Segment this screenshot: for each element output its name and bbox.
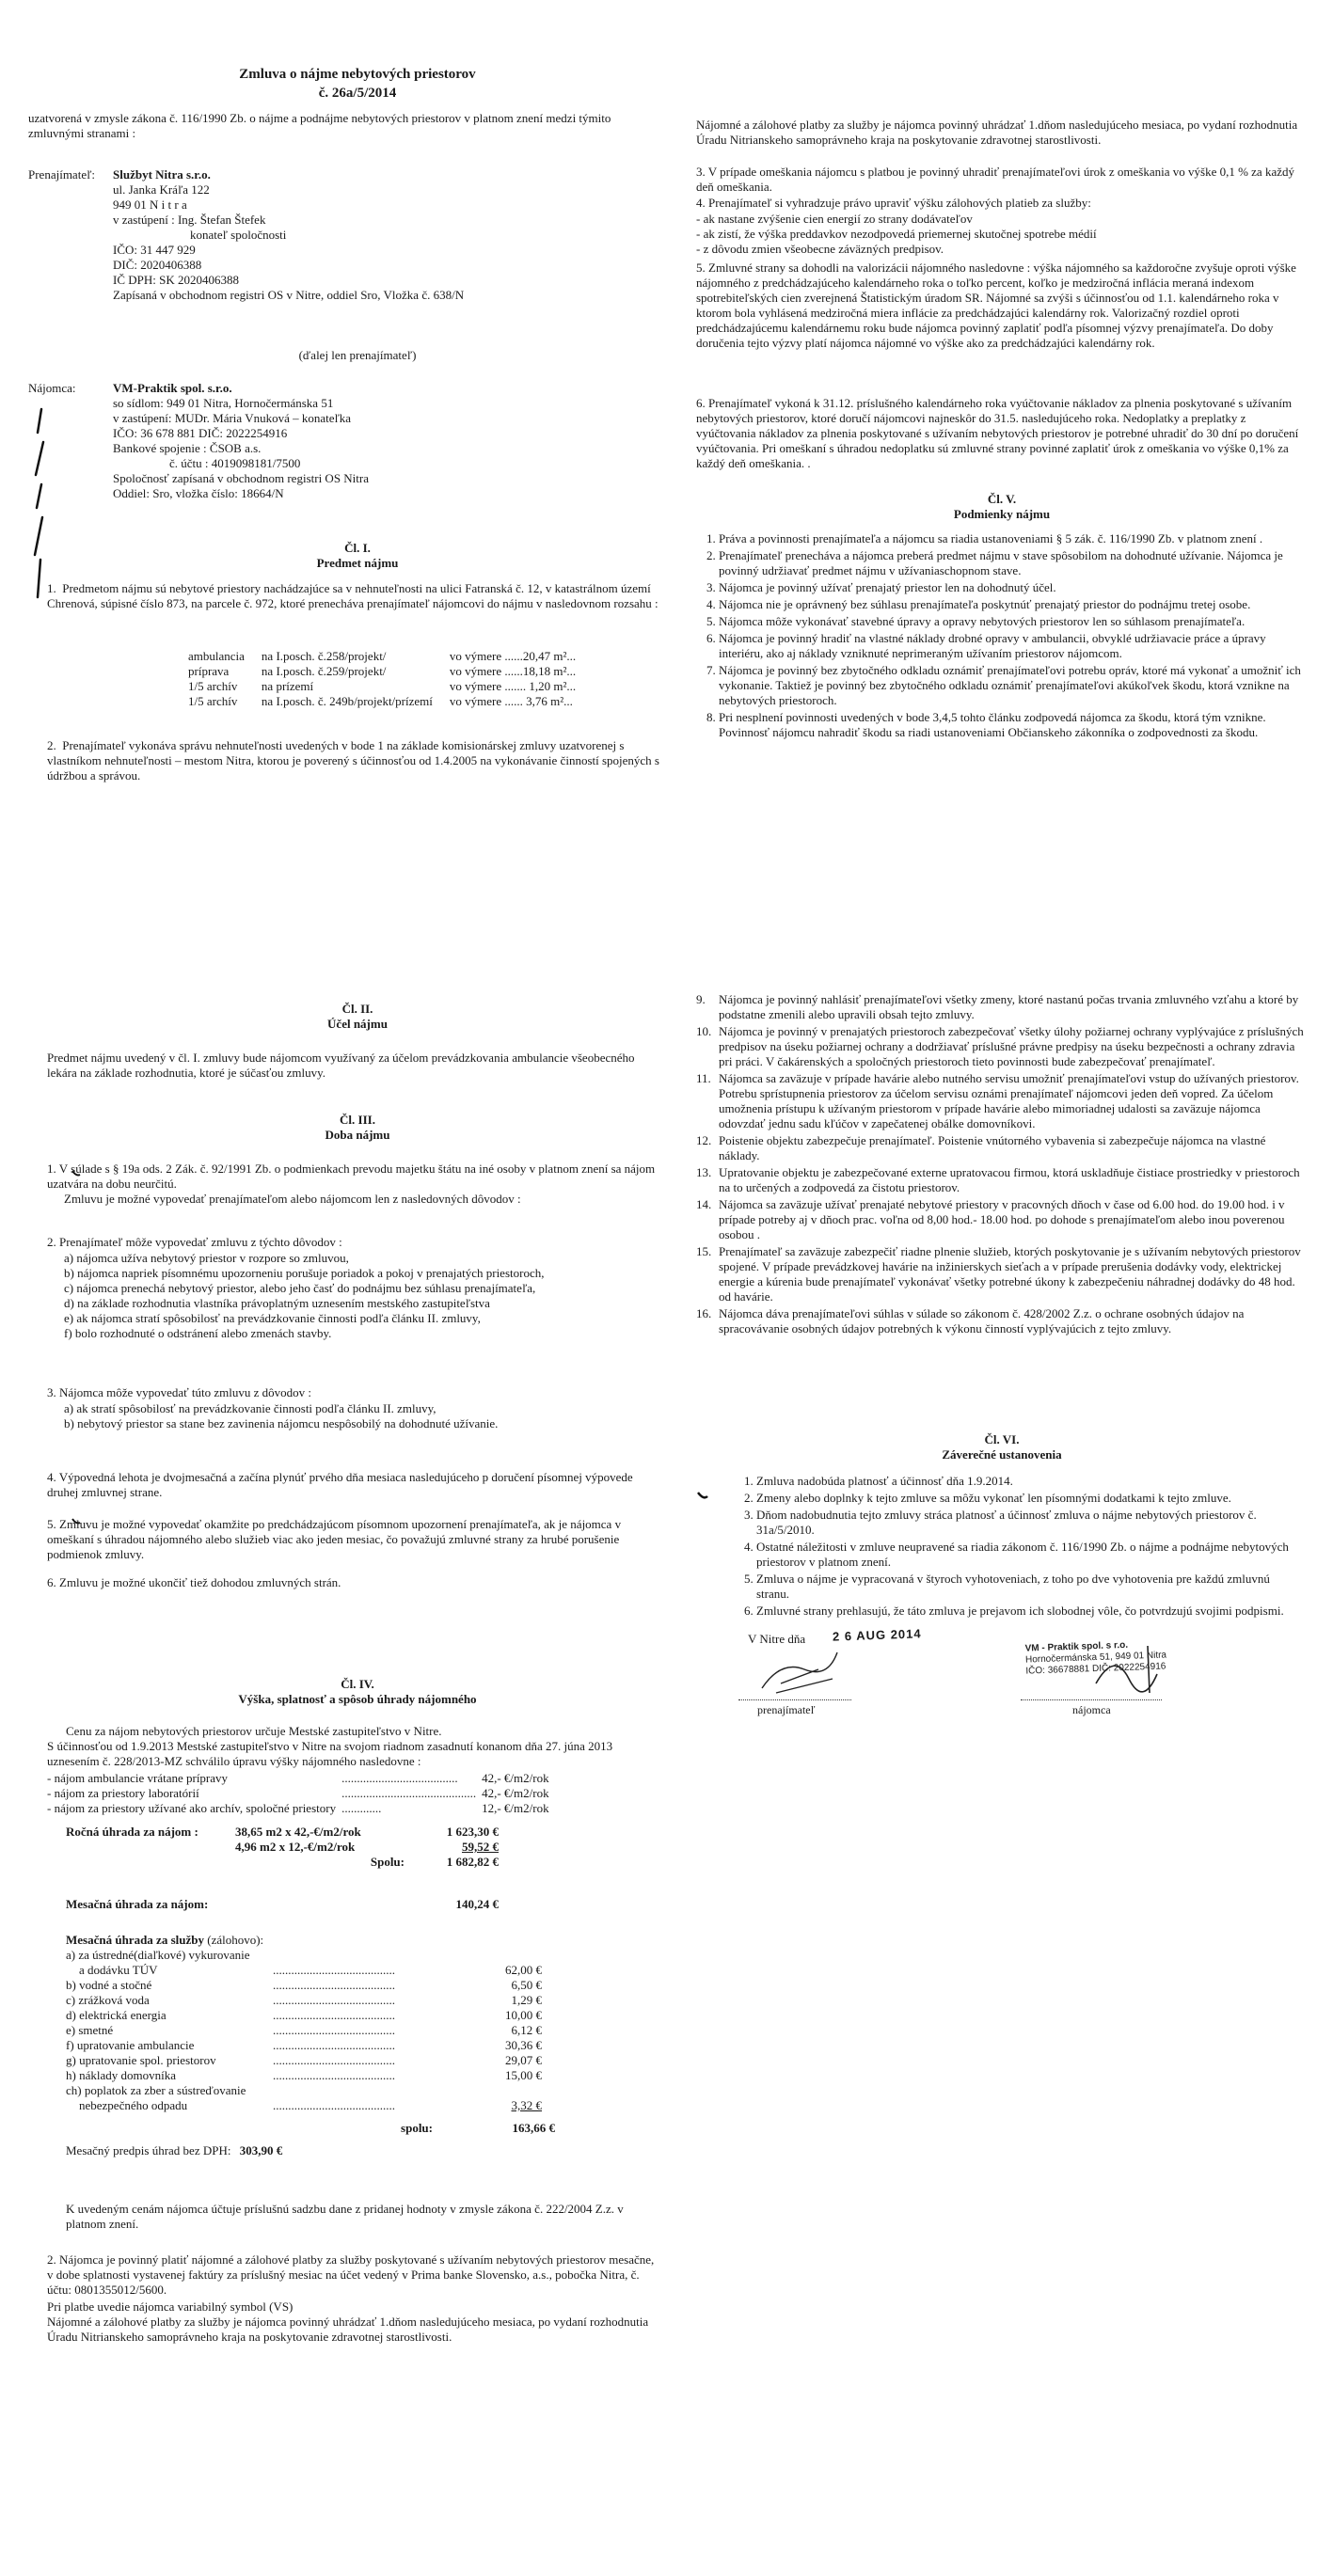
vat-note: K uvedeným cenám nájomca účtuje príslušnú sadzbu dane z pridanej hodnoty v zmysle zákona č. 222/2004 Z.z. v platnom znení. (66, 2202, 624, 2231)
annual-value-1: 1 623,30 € (446, 1825, 499, 1839)
service-label: c) zrážková voda (66, 1993, 150, 2007)
service-row (66, 1948, 547, 1963)
services-heading (66, 1933, 263, 1948)
service-row (66, 2053, 547, 2068)
service-value (485, 2083, 547, 2098)
room-area: vo výmere ...... 3,76 m²... (449, 694, 573, 708)
art6-item: 6. Zmluvné strany prehlasujú, že táto zmluva je prejavom ich slobodnej vôle, čo potvrdzujú svojimi podpismi. (756, 1604, 1298, 1619)
art3-p6: 6. Zmluvu je možné ukončiť tiež dohodou zmluvných strán. (47, 1575, 341, 1589)
art3-subtitle: Doba nájmu (325, 1128, 390, 1142)
room-name: ambulancia (188, 649, 245, 663)
art1-subtitle: Predmet nájmu (316, 556, 399, 570)
service-row (66, 2023, 547, 2038)
service-row (66, 1993, 547, 2008)
art4-subtitle: Výška, splatnosť a spôsob úhrady nájomného (238, 1692, 477, 1706)
service-value: 6,12 € (511, 2023, 542, 2037)
rate-dots: ...................................... (341, 1771, 458, 1785)
p4-item-text: Prenajímateľ sa zaväzuje zabezpečiť riadne plnenie služieb, ktorých poskytovanie je s užívaním nebytových priestorov spojené. V prípade prevádzkovej havárie na inžinierskych sieťach a v prípade prerušenia dodávky vody, elektrickej energie a kúrenia bude prenajímateľ vykonávať všetky potrebné úkony k zabezpečeniu náhradnej dodávky do 48 hod. od havárie. (719, 1244, 1301, 1304)
service-value: 3,32 € (511, 2098, 542, 2112)
p4-item-number: 12. (696, 1133, 712, 1147)
rooms-table (188, 649, 593, 709)
art3-p1: 1. V súlade s § 19a ods. 2 Zák. č. 92/1991 Zb. o podmienkach prevodu majetku štátu na iné osoby v platnom znení sa nájom uzatvára na dobu neurčitú. (47, 1162, 656, 1191)
p2-intro: Nájomné a zálohové platby za služby je nájomca povinný uhrádzať 1.dňom nasledujúceho mesiaca, po vydaní rozhodnutia Úradu Nitrianskeho samoprávneho kraja na poskytovanie zdravotnej starostlivosti. (696, 118, 1298, 147)
art5-item: 4. Nájomca nie je oprávnený bez súhlasu prenajímateľa poskytnúť prenajatý priestor do podnájmu tretej osobe. (719, 597, 1308, 612)
art5-item: 7. Nájomca je povinný bez zbytočného odkladu oznámiť prenajímateľovi potrebu opráv, ktoré má vykonať a umožniť ich vykonanie. Taktiež je povinný bez zbytočného odkladu oznámiť prenajímateľovi akúkoľvek škodu, ktorá vznikne na nebytových priestoroch. (719, 663, 1308, 708)
landlord-signature-label: prenajímateľ (757, 1703, 816, 1716)
art3-p2-list (64, 1251, 630, 1341)
item-number: 1. (47, 581, 63, 595)
page-1 (28, 66, 687, 969)
landlord-line: 949 01 N i t r a (113, 198, 187, 212)
item-number: 2. (47, 738, 63, 752)
p2-item-4: 4. Prenajímateľ si vyhradzuje právo upraviť výšku zálohových platieb za služby: (696, 196, 1091, 210)
art3-p2-item: b) nájomca napriek písomnému upozorneniu porušuje poriadok a pokoj v prenajatých priestoroch, (64, 1266, 545, 1280)
page-2 (696, 118, 1308, 964)
art4-item-2b: Pri platbe uvedie nájomca variabilný symbol (VS) (47, 2299, 294, 2314)
art3-p2-item: f) bolo rozhodnuté o odstránení alebo zmenách stavby. (64, 1326, 332, 1340)
monthly-value: 140,24 € (455, 1897, 499, 1911)
p4-item (696, 1071, 1308, 1131)
room-loc: na I.posch. č.259/projekt/ (261, 664, 387, 678)
art5-item: 6. Nájomca je povinný hradiť na vlastné náklady drobné opravy v ambulancii, obvyklé udržiavacie práce a úpravy interiéru, ako aj náklady vzniknuté neprimeraným užívaním priestorov nájomcom. (719, 631, 1308, 661)
service-label: a dodávku TÚV (79, 1963, 158, 1977)
art4-p2: S účinnosťou od 1.9.2013 Mestské zastupiteľstvo v Nitre na svojom riadnom zasadnutí konanom dňa 27. júna 2013 uznesením č. 228/2013-MZ schválilo úpravu výšky nájomného nasledovne : (47, 1739, 613, 1768)
item4-sub-line: - z dôvodu zmien všeobecne záväzných predpisov. (696, 242, 944, 256)
rate-row (47, 1771, 555, 1786)
art1-p1-text: Predmetom nájmu sú nebytové priestory nachádzajúce sa v nehnuteľnosti na ulici Fatranská č. 12, v katastrálnom území Chrenová, súpisné číslo 873, na parcele č. 972, ktoré prenecháva prenajímateľ nájomcovi do nájmu v nasledovnom rozsahu : (47, 581, 658, 610)
annual-total-label: Spolu: (370, 1855, 405, 1869)
service-label: e) smetné (66, 2023, 114, 2037)
rate-value: 42,- €/m2/rok (482, 1771, 549, 1785)
art1-paragraph-2 (47, 738, 668, 783)
tenant-signature-label: nájomca (1072, 1703, 1111, 1716)
annual-payment-block (66, 1825, 630, 1870)
tenant-line: IČO: 36 678 881 DIČ: 2022254916 (113, 426, 288, 440)
service-dots (273, 1948, 485, 1963)
landlord-line: ul. Janka Kráľa 122 (113, 182, 210, 197)
services-suffix: (zálohovo): (207, 1933, 264, 1947)
annual-label: Ročná úhrada za nájom : (66, 1825, 198, 1839)
room-area: vo výmere ....... 1,20 m²... (449, 679, 577, 693)
services-total-row (66, 2121, 593, 2136)
stamp-line: Hornočermánska 51, 949 01 Nitra (1024, 1650, 1167, 1666)
margin-tick-mark (71, 1517, 82, 1526)
art3-p3-item: a) ak stratí spôsobilosť na prevádzkovanie činnosti podľa článku II. zmluvy, (64, 1401, 436, 1415)
landlord-label: Prenajímateľ: (28, 167, 95, 182)
art4-p1: Cenu za nájom nebytových priestorov určuje Mestské zastupiteľstvo v Nitre. (66, 1724, 442, 1738)
art6-item: 4. Ostatné náležitosti v zmluve neupravené sa riadia zákonom č. 116/1990 Zb. o nájme a podnájme nebytových priestorov v platnom znení. (756, 1540, 1298, 1570)
service-value: 62,00 € (505, 1963, 542, 1977)
art3-p2-item: a) nájomca užíva nebytový priestor v rozpore so zmluvou, (64, 1251, 349, 1265)
service-dots: ........................................ (273, 2023, 395, 2037)
art6-subtitle: Záverečné ustanovenia (942, 1447, 1062, 1462)
p4-item (696, 1306, 1308, 1336)
tenant-line: Oddiel: Sro, vložka číslo: 18664/N (113, 486, 284, 500)
landlord-line: IČO: 31 447 929 (113, 243, 196, 257)
service-label: g) upratovanie spol. priestorov (66, 2053, 216, 2067)
service-label: h) náklady domovníka (66, 2068, 176, 2082)
p4-item-text: Poistenie objektu zabezpečuje prenajímateľ. Poistenie vnútorného vybavenia si zabezpečuje nájomca na vlastné náklady. (719, 1133, 1266, 1162)
monthly-label: Mesačná úhrada za nájom: (66, 1897, 209, 1911)
p4-item-number: 9. (696, 992, 706, 1006)
art4-title: Čl. IV. (341, 1677, 374, 1691)
tenant-signature (1091, 1641, 1176, 1698)
services-total-label: spolu: (401, 2121, 433, 2135)
service-value: 6,50 € (511, 1978, 542, 1992)
landlord-line: IČ DPH: SK 2020406388 (113, 273, 239, 287)
tenant-line: v zastúpení: MUDr. Mária Vnuková – konateľka (113, 411, 352, 425)
p4-item-text: Nájomca je povinný nahlásiť prenajímateľovi všetky zmeny, ktoré nastanú počas trvania zmluvného vzťahu a ktoré by podstatne zmenili alebo upravili obsah tejto zmluvy. (719, 992, 1299, 1021)
art5-item: 8. Pri nesplnení povinnosti uvedených v bode 3,4,5 tohto článku zodpovedá nájomca za škodu, ktorá tým vznikne. Povinnosť nájomcu nahradiť škodu sa riadi ustanoveniami Občianskeho zákonníka o zodpovednosti za škodu. (719, 710, 1308, 740)
room-loc: na I.posch. č.258/projekt/ (261, 649, 387, 663)
stamp-line: VM - Praktik spol. s r.o. (1024, 1639, 1129, 1654)
room-row (188, 679, 593, 694)
landlord-line: Zapísaná v obchodnom registri OS v Nitre, oddiel Sro, Vložka č. 638/N (113, 288, 465, 302)
monthly-total-label: Mesačný predpis úhrad bez DPH: (66, 2143, 231, 2157)
item4-sub-line: - ak zistí, že výška preddavkov nezodpovedá priemernej skutočnej spotrebe médií (696, 227, 1097, 241)
rate-row (47, 1786, 555, 1801)
page-4 (696, 992, 1308, 1839)
landlord-line: konateľ spoločnosti (190, 228, 287, 242)
art1-paragraph-1 (47, 581, 668, 611)
art3-p2: 2. Prenajímateľ môže vypovedať zmluvu z týchto dôvodov : (47, 1235, 342, 1249)
p4-item-number: 14. (696, 1197, 712, 1211)
art2-text: Predmet nájmu uvedený v čl. I. zmluvy bude nájomcom využívaný za účelom prevádzkovania ambulancie všeobecného lekára na základe rozhodnutia, ktoré je súčasťou zmluvy. (47, 1051, 635, 1080)
art5-item: 1. Práva a povinnosti prenajímateľa a nájomcu sa riadia ustanoveniami § 5 zák. č. 116/1990 Zb. v platnom znení . (719, 531, 1308, 546)
art4-item-2: 2. Nájomca je povinný platiť nájomné a zálohové platby za služby poskytované s užívaním nebytových priestorov mesačne, v dobe splatnosti vystavenej faktúry za príslušný mesiac na účet vedený v Prima banke Slovensko, a.s., pobočka Nitra, č. účtu: 0801355012/5600. (47, 2252, 655, 2297)
room-name: príprava (188, 664, 230, 678)
rates-table (47, 1771, 555, 1816)
item4-sub-line: - ak nastane zvýšenie cien energií zo strany dodávateľov (696, 212, 973, 226)
landlord-block (28, 167, 687, 303)
room-row (188, 649, 593, 664)
art3-p2-item: c) nájomca prenechá nebytový priestor, alebo jeho časť do podnájmu bez súhlasu prenajímateľa, (64, 1281, 536, 1295)
service-value: 30,36 € (505, 2038, 542, 2052)
service-value: 1,29 € (511, 1993, 542, 2007)
service-value (485, 1948, 547, 1963)
p2-item-3: 3. V prípade omeškania nájomcu s platbou je povinný uhradiť prenajímateľovi úrok z omeškania vo výške 0,1 % za každý deň omeškania. (696, 165, 1294, 194)
landlord-details (113, 167, 687, 303)
art5-subtitle: Podmienky nájmu (953, 507, 1051, 521)
rate-label: - nájom za priestory užívané ako archív, spoločné priestory (47, 1801, 337, 1815)
art5-item: 5. Nájomca môže vykonávať stavebné úpravy a opravy nebytových priestorov len so súhlasom prenajímateľa. (719, 614, 1308, 629)
service-label: a) za ústredné(diaľkové) vykurovanie (66, 1948, 250, 1962)
service-label: nebezpečného odpadu (79, 2098, 188, 2112)
art1-p2-text: Prenajímateľ vykonáva správu nehnuteľnosti uvedených v bode 1 na základe komisionárskej zmluvy uzatvorenej s vlastníkom nehnuteľnosti – mestom Nitra, ktorou je poverený s účinnosťou od 1.4.2005 na vykonávanie činností spojených s údržbou a správou. (47, 738, 659, 782)
margin-tick-mark (71, 1169, 82, 1178)
p4-item (696, 1024, 1308, 1069)
services-table (66, 1948, 547, 2113)
rate-value: 42,- €/m2/rok (482, 1786, 549, 1800)
page-3 (28, 992, 687, 2576)
monthly-total: 303,90 € (239, 2143, 283, 2157)
p2-item-6: 6. Prenajímateľ vykoná k 31.12. príslušného kalendárneho roka vyúčtovanie nákladov za plnenia poskytované s užívaním nebytových priestorov, ktoré doručí nájomcovi najneskôr do 31.5. nasledujúceho roka. Nedoplatky a preplatky z vyúčtovania nákladov za plnenia poskytované s užívaním nebytových priestorov je potrebné uhradiť do 30 dní po doručení vyúčtovania. Pri omeškaní s úhradou nedoplatku sú zmluvné strany povinné zaplatiť úrok z omeškania vo výške 0,1% za každý deň omeškania. . (696, 396, 1299, 470)
tenant-line: č. účtu : 4019098181/7500 (169, 456, 301, 470)
art3-title: Čl. III. (340, 1113, 375, 1127)
service-label: ch) poplatok za zber a sústreďovanie (66, 2083, 246, 2097)
room-row (188, 664, 593, 679)
art3-p3: 3. Nájomca môže vypovedať túto zmluvu z dôvodov : (47, 1385, 312, 1399)
art1-title: Čl. I. (344, 541, 371, 555)
tenant-line: so sídlom: 949 01 Nitra, Hornočermánska 51 (113, 396, 334, 410)
art5-item: 2. Prenajímateľ prenecháva a nájomca preberá predmet nájmu v stave spôsobilom na dohodnuté užívanie. Nájomca je povinný udržiavať predmet nájmu v užívaniaschopnom stave. (719, 548, 1308, 578)
contract-title: Zmluva o nájme nebytových priestorov (239, 67, 476, 82)
p4-item-text: Nájomca dáva prenajímateľovi súhlas v súlade so zákonom č. 428/2002 Z.z. o ochrane osobných údajov na spracovávanie osobných údajov potrebných k výkonu činností vyplývajúcich z tejto zmluvy. (719, 1306, 1245, 1335)
art6-title: Čl. VI. (984, 1432, 1020, 1446)
art4-item-2c: Nájomné a zálohové platby za služby je nájomca povinný uhrádzať 1.dňom nasledujúceho mesiaca, po vydaní rozhodnutia Úradu Nitrianskeho samoprávneho kraja na poskytovanie zdravotnej starostlivosti. (47, 2315, 649, 2344)
p2-item-5: 5. Zmluvné strany sa dohodli na valorizácii nájomného nasledovne : výška nájomného sa každoročne zvyšuje oproti výške nájomného z predchádzajúceho kalendárneho roka o toľko percent, koľko je medziročná inflácia meraná indexom spotrebiteľských cien zverejnená Štatistickým úradom SR. Nájomné sa zvýši s účinnosťou od 1.1. kalendárneho roka v ktorom bola vyhlásená medziročná miera inflácie za predchádzajúci kalendárny rok. Valorizačný rozdiel oproti predchádzajúcemu kalendárnemu roku bude nájomca povinný zaplatiť podľa písomnej výzvy prenajímateľa. Do doby doručenia tejto výzvy platí nájomca nájomné vo výške ako za predchádzajúci kalendárny rok. (696, 261, 1296, 350)
room-area: vo výmere ......18,18 m²... (449, 664, 577, 678)
p2-item-4-sublist (696, 212, 1308, 257)
p4-item (696, 1165, 1308, 1195)
annual-total: 1 682,82 € (446, 1855, 499, 1869)
service-dots: ........................................ (273, 2068, 395, 2082)
date-stamp: 2 6 AUG 2014 (832, 1626, 922, 1644)
service-label: f) upratovanie ambulancie (66, 2038, 195, 2052)
p4-item-number: 16. (696, 1306, 712, 1320)
monthly-total-row (66, 2143, 282, 2158)
room-name: 1/5 archív (188, 679, 238, 693)
rate-label: - nájom za priestory laboratórií (47, 1786, 199, 1800)
art6-item: 1. Zmluva nadobúda platnosť a účinnosť dňa 1.9.2014. (756, 1474, 1298, 1489)
art3-p3-list (64, 1401, 630, 1431)
rate-value: 12,- €/m2/rok (482, 1801, 549, 1815)
service-value: 10,00 € (505, 2008, 542, 2022)
service-row (66, 2068, 547, 2083)
p4-item (696, 1197, 1308, 1242)
rate-label: - nájom ambulancie vrátane prípravy (47, 1771, 229, 1785)
annual-value-2: 59,52 € (462, 1840, 499, 1854)
service-row (66, 2008, 547, 2023)
service-dots: ........................................ (273, 1963, 395, 1977)
rate-row (47, 1801, 555, 1816)
service-dots: ........................................ (273, 1978, 395, 1992)
service-dots: ........................................ (273, 2053, 395, 2067)
service-dots (273, 2083, 485, 2098)
art5-list (696, 531, 1308, 742)
margin-tick-mark (696, 1491, 709, 1502)
p4-item-text: Nájomca sa zaväzuje užívať prenajaté nebytové priestory v pracovných dňoch v čase od 6.00 hod. do 19.00 hod. i v prípade potreby aj v dňoch prac. voľna od 8,00 hod.- 18.00 hod. po dohode s prenajímateľom alebo inou poverenou osobou . (719, 1197, 1285, 1241)
service-dots: ........................................ (273, 2038, 395, 2052)
contract-intro: uzatvorená v zmysle zákona č. 116/1990 Zb. o nájme a podnájme nebytových priestorov v platnom znení medzi týmito zmluvnými stranami : (28, 111, 611, 140)
landlord-alias: (ďalej len prenajímateľ) (298, 348, 417, 362)
monthly-rent-row (66, 1897, 499, 1912)
art3-p1b: Zmluvu je možné vypovedať prenajímateľom alebo nájomcom len z nasledovných dôvodov : (64, 1192, 521, 1206)
p4-item (696, 992, 1308, 1022)
room-name: 1/5 archív (188, 694, 238, 708)
contract-number: č. 26a/5/2014 (318, 86, 397, 101)
art6-item: 2. Zmeny alebo doplnky k tejto zmluve sa môžu vykonať len písomnými dodatkami k tejto zmluve. (756, 1491, 1298, 1506)
art3-p2-item: d) na základe rozhodnutia vlastníka právoplatným uznesením mestského zastupiteľstva (64, 1296, 490, 1310)
landlord-signature (753, 1641, 847, 1698)
art6-item: 3. Dňom nadobudnutia tejto zmluvy stráca platnosť a účinnosť zmluva o nájme nebytových priestorov č. 31a/5/2010. (756, 1508, 1298, 1538)
p4-item-number: 11. (696, 1071, 711, 1085)
tenant-details (113, 381, 687, 501)
p4-item-text: Nájomca sa zaväzuje v prípade havárie alebo nutného servisu umožniť prenajímateľovi vstup do užívaných priestorov. Potrebu sprístupnenia priestorov za účelom servisu oznámi prenajímateľ nájomcovi jeden deň vopred. Za účelom umožnenia prístupu k užívaným priestorom v prípade havárie alebo mimoriadnej udalosti sa zaväzuje nájomca odovzdať jednu sadu kľúčov v zapečatenej obálke domovníkovi. (719, 1071, 1299, 1130)
services-label: Mesačná úhrada za služby (66, 1933, 204, 1947)
tenant-label: Nájomca: (28, 381, 76, 395)
rate-dots: ............................................ (341, 1786, 477, 1800)
service-row (66, 2098, 547, 2113)
service-row (66, 2038, 547, 2053)
landlord-line: Službyt Nitra s.r.o. (113, 167, 211, 182)
stamp-line: IČO: 36678881 DIČ: 2022254916 (1025, 1661, 1166, 1677)
annual-expr-2: 4,96 m2 x 12,-€/m2/rok (235, 1840, 356, 1854)
p4-item (696, 1244, 1308, 1304)
art3-p2-item: e) ak nájomca stratí spôsobilosť na prevádzkovanie činnosti podľa článku II. zmluvy, (64, 1311, 481, 1325)
art5-title: Čl. V. (987, 492, 1017, 506)
p4-item-number: 13. (696, 1165, 712, 1179)
service-dots: ........................................ (273, 2098, 395, 2112)
room-loc: na I.posch. č. 249b/projekt/prízemí (261, 694, 433, 708)
art3-p5: 5. Zmluvu je možné vypovedať okamžite po predchádzajúcom písomnom upozornení prenajímateľa, ak je nájomca v omeškaní s úhradou nájomného alebo služieb viac ako jeden mesiac, čo považujú zmluvné strany za hrubé porušenie podmienok zmluvy. (47, 1517, 622, 1561)
p4-item-text: Nájomca je povinný v prenajatých priestoroch zabezpečovať všetky úlohy požiarnej ochrany vyplývajúce z príslušných predpisov na úseku požiarnej ochrany a dodržiavať príslušné právne predpisy na úseku bezpečnosti a ochrany zdravia pri práci. V čakárenských a spoločných priestoroch tieto povinnosti bude zabezpečovať prenajímateľ. (719, 1024, 1304, 1068)
p4-item-number: 15. (696, 1244, 712, 1258)
p4-item-text: Upratovanie objektu je zabezpečované externe upratovacou firmou, ktorá uskladňuje čistiace prostriedky v priestoroch na to určených a zodpovedá za čistotu priestorov. (719, 1165, 1300, 1194)
service-label: b) vodné a stočné (66, 1978, 152, 1992)
service-row (66, 2083, 547, 2098)
tenant-line: VM-Praktik spol. s.r.o. (113, 381, 232, 395)
art2-title: Čl. II. (341, 1002, 373, 1016)
p4-items-list (696, 992, 1308, 1338)
service-dots: ........................................ (273, 1993, 395, 2007)
art6-item: 5. Zmluva o nájme je vypracovaná v štyroch vyhotoveniach, z toho po dve vyhotovenia pre každú zmluvnú stranu. (756, 1572, 1298, 1602)
art6-list (734, 1474, 1298, 1620)
p4-item-number: 10. (696, 1024, 712, 1038)
landlord-signature-line (738, 1699, 851, 1700)
art2-subtitle: Účel nájmu (327, 1017, 388, 1031)
room-area: vo výmere ......20,47 m²... (449, 649, 577, 663)
signature-place: V Nitre dňa (748, 1632, 806, 1646)
services-total: 163,66 € (512, 2121, 555, 2135)
tenant-signature-line (1021, 1699, 1162, 1700)
annual-expr-1: 38,65 m2 x 42,-€/m2/rok (235, 1825, 361, 1839)
tenant-line: Bankové spojenie : ČSOB a.s. (113, 441, 262, 455)
art5-item: 3. Nájomca je povinný užívať prenajatý priestor len na dohodnutý účel. (719, 580, 1308, 595)
landlord-line: DIČ: 2020406388 (113, 258, 202, 272)
p4-item (696, 1133, 1308, 1163)
service-row (66, 1963, 547, 1978)
service-value: 29,07 € (505, 2053, 542, 2067)
room-loc: na prízemí (261, 679, 314, 693)
rate-dots: ............. (341, 1801, 382, 1815)
margin-signature-marks (28, 404, 53, 602)
service-label: d) elektrická energia (66, 2008, 167, 2022)
service-value: 15,00 € (505, 2068, 542, 2082)
art3-p3-item: b) nebytový priestor sa stane bez zavinenia nájomcu nespôsobilý na dohodnuté užívanie. (64, 1416, 499, 1430)
service-row (66, 1978, 547, 1993)
art3-p4: 4. Výpovedná lehota je dvojmesačná a začína plynúť prvého dňa mesiaca nasledujúceho p doručení písomnej výpovede druhej zmluvnej strane. (47, 1470, 633, 1499)
room-row (188, 694, 593, 709)
landlord-line: v zastúpení : Ing. Štefan Štefek (113, 213, 266, 227)
tenant-line: Spoločnosť zapísaná v obchodnom registri OS Nitra (113, 471, 370, 485)
tenant-block (28, 381, 687, 501)
service-dots: ........................................ (273, 2008, 395, 2022)
